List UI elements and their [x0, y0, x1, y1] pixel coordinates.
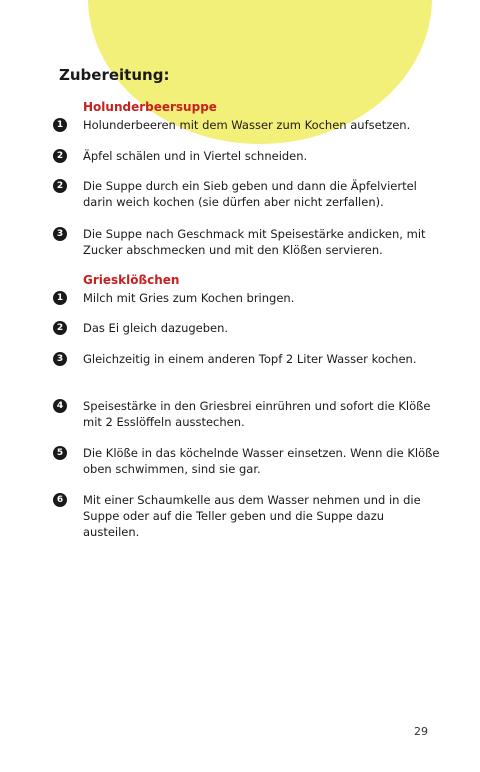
step-number-badge: 6	[53, 493, 67, 507]
step-text: Mit einer Schaumkelle aus dem Wasser nehmen und in die Suppe oder auf die Teller geben und die Suppe dazu austeilen.	[83, 493, 421, 539]
step-number-badge: 1	[53, 118, 67, 132]
step-text: Die Suppe nach Geschmack mit Speisestärke andicken, mit Zucker abschmecken und mit den Klößen servieren.	[83, 227, 426, 257]
step-number-badge: 5	[53, 446, 67, 460]
step-text: Die Klöße in das köchelnde Wasser einsetzen. Wenn die Klöße oben schwimmen, sind sie gar.	[83, 446, 440, 476]
step-number-badge: 2	[53, 321, 67, 335]
step-text: Speisestärke in den Griesbrei einrühren und sofort die Klöße mit 2 Esslöffeln ausstechen.	[83, 399, 431, 429]
step-text: Das Ei gleich dazugeben.	[83, 321, 229, 335]
page-heading: Zubereitung:	[59, 66, 170, 84]
step-number-badge: 2	[53, 149, 67, 163]
section-title: Griesklößchen	[83, 273, 180, 287]
step-number-badge: 3	[53, 227, 67, 241]
step-text: Holunderbeeren mit dem Wasser zum Kochen aufsetzen.	[83, 118, 411, 132]
step-text: Die Suppe durch ein Sieb geben und dann die Äpfelviertel darin weich kochen (sie dürfen aber nicht zerfallen).	[83, 179, 417, 209]
step-number-badge: 3	[53, 352, 67, 366]
step-text: Gleichzeitig in einem anderen Topf 2 Liter Wasser kochen.	[83, 352, 417, 366]
step-text: Äpfel schälen und in Viertel schneiden.	[83, 149, 308, 163]
step-number-badge: 1	[53, 291, 67, 305]
step-number-badge: 2	[53, 179, 67, 193]
step-number-badge: 4	[53, 399, 67, 413]
section-title: Holunderbeersuppe	[83, 100, 217, 114]
page-number: 29	[414, 725, 428, 738]
step-text: Milch mit Gries zum Kochen bringen.	[83, 291, 295, 305]
